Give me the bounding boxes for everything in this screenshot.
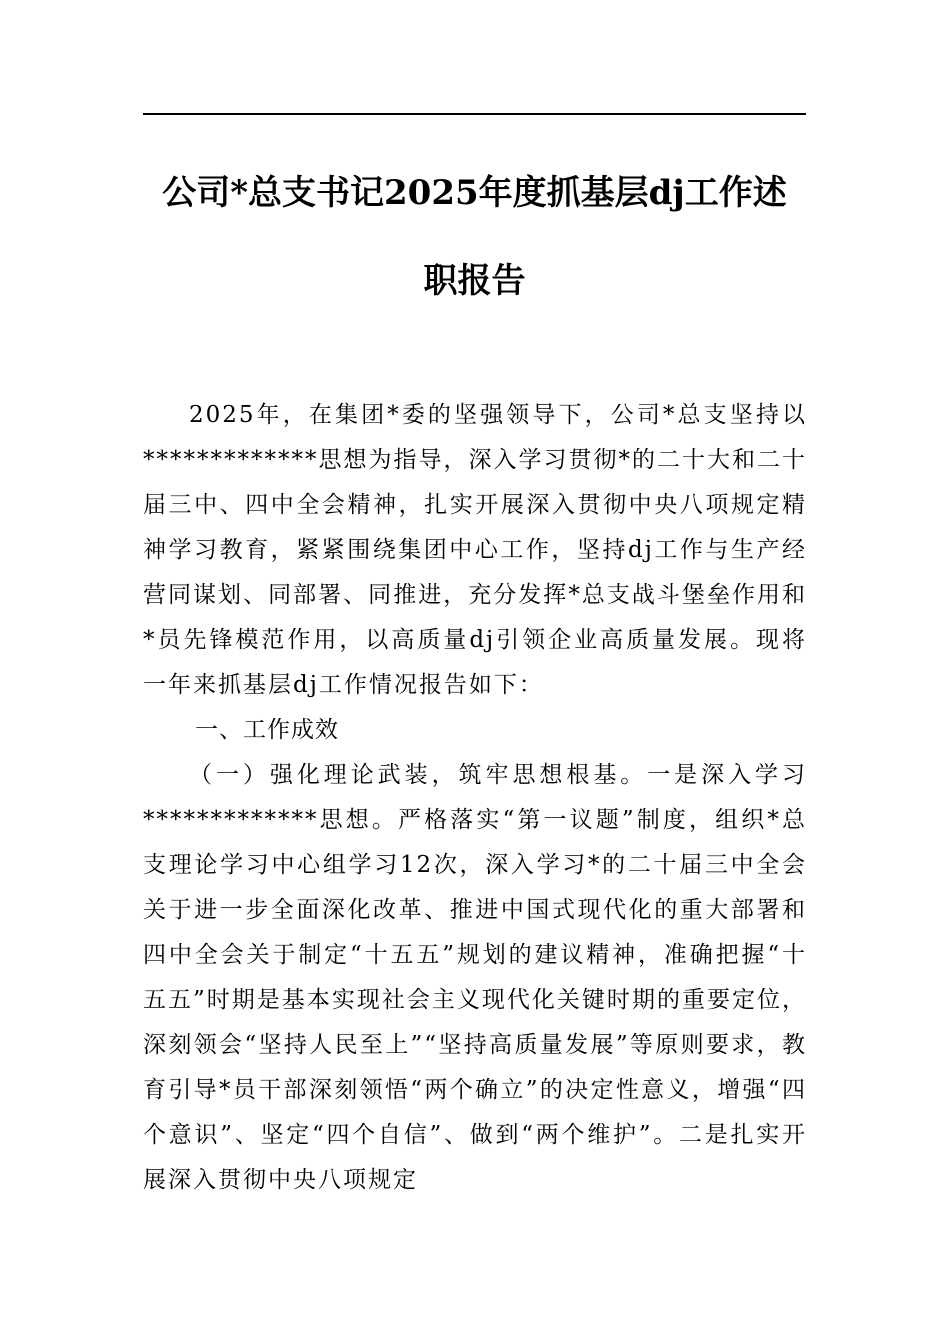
document-body bbox=[143, 393, 807, 1203]
title-line-1: 公司*总支书记2025年度抓基层dj工作述 bbox=[162, 173, 787, 213]
title-line-2: 职报告 bbox=[423, 261, 526, 301]
document-title bbox=[143, 168, 806, 306]
section-heading-achievements: 一、工作成效 bbox=[195, 717, 339, 743]
section-paragraph-theory: （一）强化理论武装，筑牢思想根基。一是深入学习*************思想。严格落实“第一议题”制度，组织*总支理论学习中心组学习12次，深入学习*的二十届三中全会关于进一步全面深化改革、推进中国式现代化的重大部署和四中全会关于制定“十五五”规划的建议精神，准确把握“十五五”时期是基本实现社会主义现代化关键时期的重要定位，深刻领会“坚持人民至上”“坚持高质量发展”等原则要求，教育引导*员干部深刻领悟“两个确立”的决定性意义，增强“四个意识”、坚定“四个自信”、做到“两个维护”。二是扎实开展深入贯彻中央八项规定 bbox=[143, 762, 807, 1193]
header-rule bbox=[143, 113, 806, 115]
intro-paragraph: 2025年，在集团*委的坚强领导下，公司*总支坚持以*************思想为指导，深入学习贯彻*的二十大和二十届三中、四中全会精神，扎实开展深入贯彻中央八项规定精神学习教育，紧紧围绕集团中心工作，坚持dj工作与生产经营同谋划、同部署、同推进，充分发挥*总支战斗堡垒作用和*员先锋模范作用，以高质量dj引领企业高质量发展。现将一年来抓基层dj工作情况报告如下： bbox=[143, 402, 807, 698]
